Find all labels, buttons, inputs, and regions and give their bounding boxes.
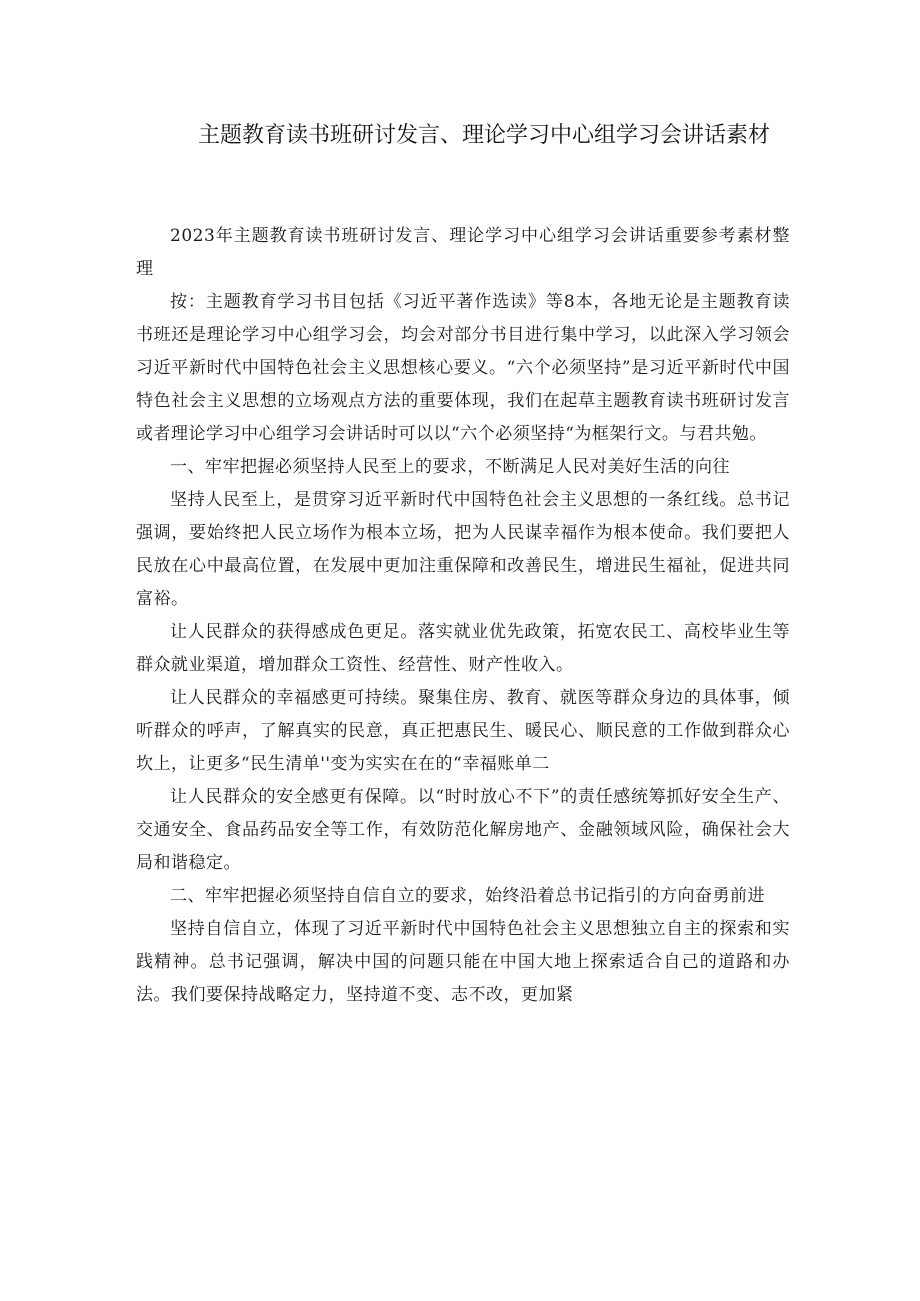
body-paragraph: 让人民群众的幸福感更可持续。聚集住房、教育、就医等群众身边的具体事，倾听群众的呼声，了解真实的民意，真正把惠民生、暖民心、顺民意的工作做到群众心坎上，让更多“民生清单''变为实实在在的“幸福账单二	[136, 688, 790, 774]
body-paragraph: 让人民群众的获得感成色更足。落实就业优先政策，拓宽农民工、高校毕业生等群众就业渠道，增加群众工资性、经营性、财产性收入。	[136, 622, 790, 675]
document-body	[136, 220, 790, 1012]
section-heading-2: 二、牢牢把握必须坚持自信自立的要求，始终沿着总书记指引的方向奋勇前进	[170, 886, 765, 906]
section-heading-1: 一、牢牢把握必须坚持人民至上的要求，不断满足人民对美好生活的向往	[170, 457, 730, 477]
body-paragraph: 坚持自信自立，体现了习近平新时代中国特色社会主义思想独立自主的探索和实践精神。总书记强调，解决中国的问题只能在中国大地上探索适合自己的道路和办法。我们要保持战略定力，坚持道不变、志不改，更加紧	[136, 919, 790, 1005]
subtitle-paragraph: 2023年主题教育读书班研讨发言、理论学习中心组学习会讲话重要参考素材整理	[136, 226, 790, 279]
body-paragraph: 坚持人民至上，是贯穿习近平新时代中国特色社会主义思想的一条红线。总书记强调，要始终把人民立场作为根本立场，把为人民谋幸福作为根本使命。我们要把人民放在心中最高位置，在发展中更加注重保障和改善民生，增进民生福祉，促进共同富裕。	[136, 490, 790, 609]
preface-paragraph: 按：主题教育学习书目包括《习近平著作选读》等8本，各地无论是主题教育读书班还是理论学习中心组学习会，均会对部分书目进行集中学习，以此深入学习领会习近平新时代中国特色社会主义思想核心要义。“六个必须坚持”是习近平新时代中国特色社会主义思想的立场观点方法的重要体现，我们在起草主题教育读书班研讨发言或者理论学习中心组学习会讲话时可以以“六个必须坚持“为框架行文。与君共勉。	[136, 292, 790, 444]
body-paragraph: 让人民群众的安全感更有保障。以“时时放心不下”的责任感统筹抓好安全生产、交通安全、食品药品安全等工作，有效防范化解房地产、金融领域风险，确保社会大局和谐稳定。	[136, 787, 790, 873]
document-title: 主题教育读书班研讨发言、理论学习中心组学习会讲话素材	[197, 123, 770, 148]
